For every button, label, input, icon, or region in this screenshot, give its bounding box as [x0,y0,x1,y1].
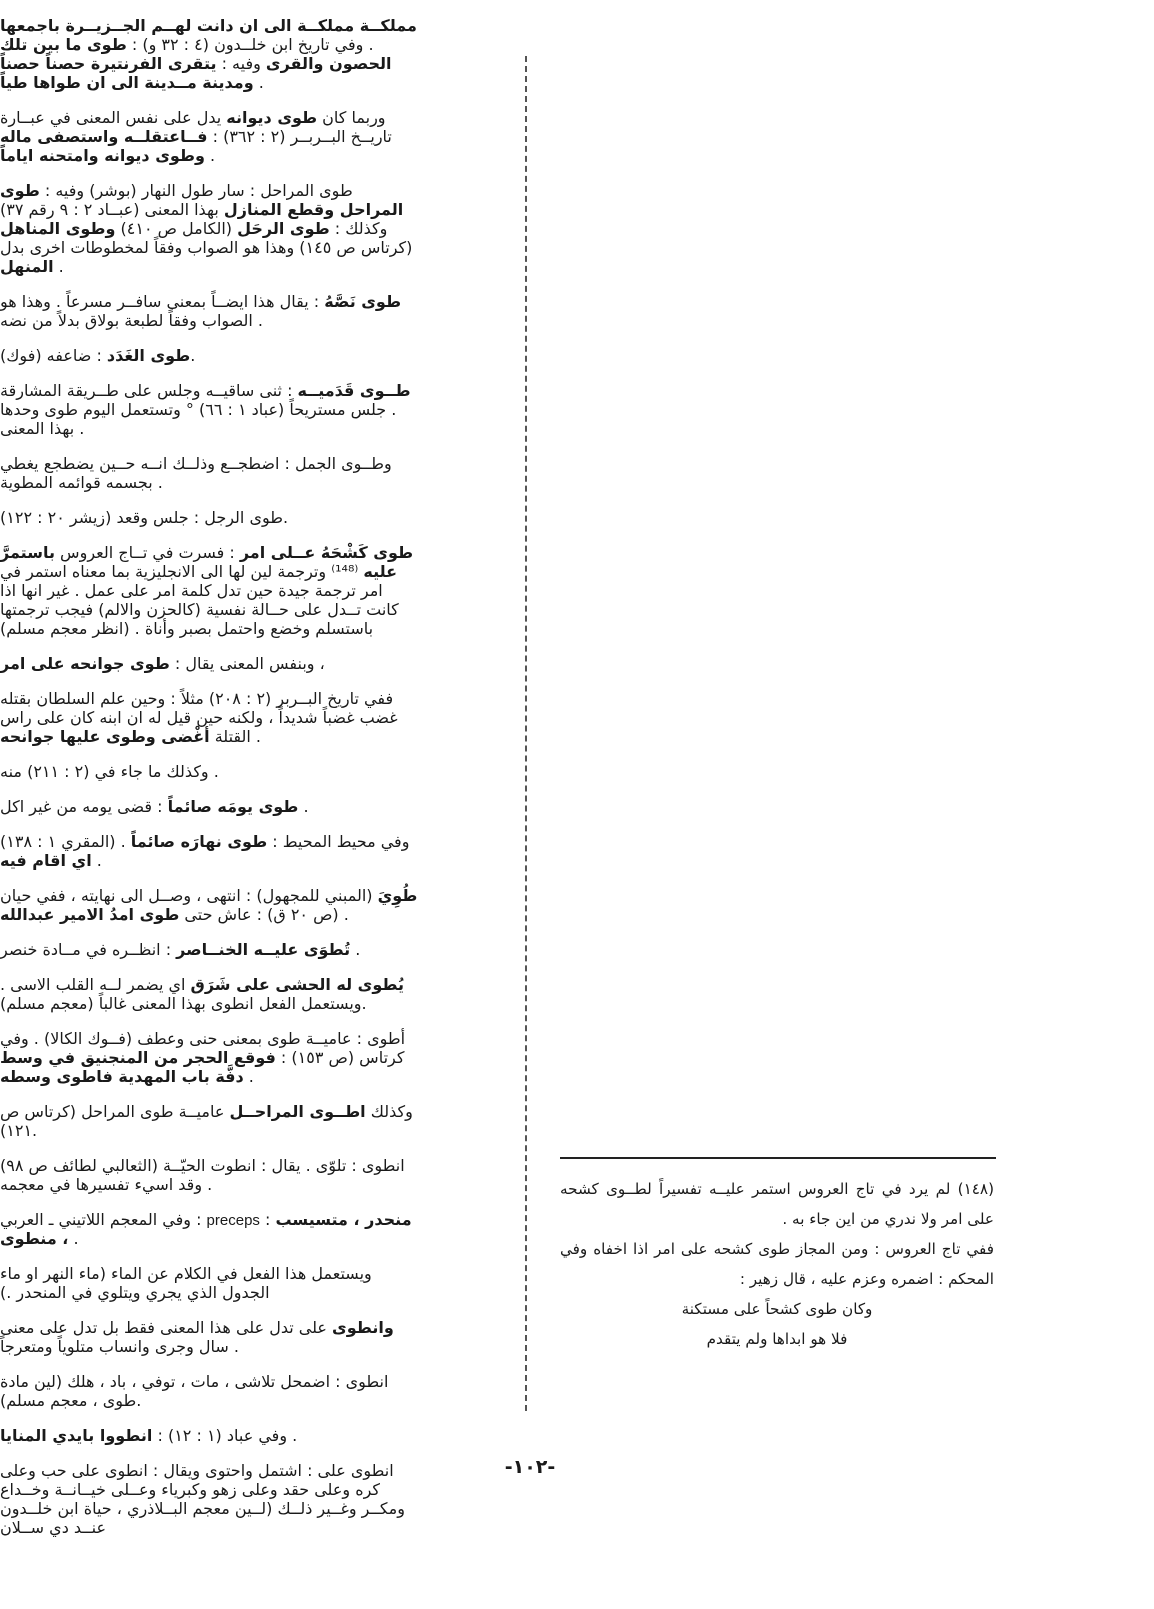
text-run: يدل على نفس المعنى في عبــارة تاريــخ البــربــر (٢ : ٣٦٢) : [0,108,392,146]
bold-phrase: فوقع الحجر من المنجنيق في وسط دفَّة باب المهدية فاطوى وسطه [0,1048,276,1086]
text-run: ، [314,654,325,673]
text-run: على تدل على هذا المعنى فقط بل تدل على معنى سال وجرى وانساب متلوياً ومتعرجاً . [0,1318,333,1356]
paragraph [0,975,420,1013]
footnotes [560,1174,994,1354]
right-column [0,16,420,673]
paragraph [0,16,420,92]
bold-phrase: طوى ما بين تلك الحصون والقرى [0,35,392,73]
text-run: . [338,905,349,924]
bold-phrase: طوى يومَه صائماً [167,797,299,816]
text-run: طوى الرجل : جلس وقعد (زيشر ٢٠ : ١٢٢). [0,508,289,527]
bold-phrase: طوى امدُ الامير عبدالله [0,905,180,924]
footnote-text: (١٤٨) لم يرد في تاج العروس استمر عليــه تفسيراً لطــوى كشحه على امر ولا ندري من اين جاء به . [560,1180,994,1228]
paragraph [0,886,420,924]
text-run: (الكامل ص ٤١٠) [115,219,238,238]
paragraph [0,108,420,165]
text-run: وفي المعجم اللاتيني ـ العربي : [0,1210,207,1229]
paragraph [0,1264,420,1302]
paragraph [0,1156,420,1194]
page-number: -١٠٢- [504,1456,556,1478]
text-run: . [91,851,102,870]
text-run: طوى المراحل : سار طول النهار (بوشر) وفيه : [39,181,353,200]
text-run: . [287,1426,298,1445]
bold-phrase: وانطوى [332,1318,394,1337]
text-run: وفيه : [216,54,266,73]
text-run: انطوى : تلوّى . يقال : انطوت الحيّــة (الثعالبي لطائف ص ٩٨) وقد اسيء تفسيرها في معجمه . [0,1156,405,1194]
paragraph [0,940,420,959]
paragraph [0,797,420,816]
text-run: . [53,257,64,276]
paragraph [0,292,420,330]
text-run: . [68,1229,79,1248]
text-run: بهذا المعنى (عبــاد ٢ : ٩ رقم ٣٧) وكذلك : [0,200,388,238]
bold-phrase: انطووا بايدي المنايا [0,1426,153,1445]
footnote-text: ففي تاج العروس : ومن المجاز طوى كشحه على امر اذا اخفاه وفي المحكم : اضمره وعزم عليه ، قال زهير : [560,1240,994,1288]
bold-phrase: المنهل [0,257,54,276]
paragraph [0,381,420,438]
text-run: عاميــة طوى المراحل (كرتاس ص ١٢١). [0,1102,230,1140]
text-run: : [259,1210,276,1229]
bold-phrase: اطــوى المراحــل [229,1102,366,1121]
paragraph [0,454,420,492]
text-run: انطوى على : اشتمل واحتوى ويقال : انطوى على حب وعلى كره وعلى حقد وعلى زهو وكبرياء وعــلى خيــانــة وخــداع ومكــر وغــير ذلــك (لــين معجم البــلاذري ، حياة ابن خلــدون عنــد دي ســلان [0,1461,405,1537]
text-run: . [204,146,216,165]
text-run: . [250,727,262,746]
bold-phrase: مملكــة مملكــة الى ان دانت لهــم الجــزيــرة باجمعها [0,16,417,35]
paragraph [0,346,420,365]
bold-phrase: تُطوَى عليــه الخنــاصر [176,940,351,959]
text-run: . [253,73,264,92]
text-run: وكذلك [365,1102,413,1121]
paragraph [0,654,420,673]
text-run: وكذلك ما جاء في (٢ : ٢١١) منه . [0,762,219,781]
bold-phrase: فــاعتقلــه واستصفى ماله وطوى ديوانه وامتحنه اياماً [0,127,208,165]
bold-phrase: طوى نَصَّهُ [324,292,402,311]
text-run: : يقال هذا ايضــاً بمعنى سافــر مسرعاً . وهذا هو الصواب وفقاً لطبعة بولاق بدلاً من نضه . [0,292,325,330]
text-run: : قضى يومه من غير اكل . [0,797,309,816]
bold-phrase: طوى جوانحه على امر [0,654,170,673]
poem-verse: وكان طوى كشحاً على مستكنة [681,1300,873,1318]
bold-phrase: أغْضى وطوى عليها جوانحه [0,727,210,746]
paragraph [0,1461,420,1537]
bold-phrase: منحدر ، متسيسب ، منطوى [0,1210,412,1248]
poem-verse: فلا هو ابداها ولم يتقدم [706,1330,848,1348]
paragraph [0,1318,420,1356]
text-run: وربما كان [317,108,386,127]
text-run: ويستعمل هذا الفعل في الكلام عن الماء (ماء النهر او ماء الجدول الذي يجري ويتلوي في المنحدر .) [0,1264,372,1302]
paragraph [0,1426,420,1445]
text-run: . [243,1067,254,1086]
bold-phrase: طوى نهارَه صائماً اي اقام فيه [0,832,268,870]
paragraph [0,689,420,746]
text-run: وطــوى الجمل : اضطجــع وذلــك انــه حــين يضطجع يغطي بجسمه قوائمه المطوية . [0,454,392,492]
paragraph [0,762,420,781]
text-run: اي يضمر لــه القلب الاسى . ويستعمل الفعل انطوى بهذا المعنى غالباً (معجم مسلم). [0,975,367,1013]
left-column [0,689,420,1537]
text-run: وبنفس المعنى يقال : [169,654,315,673]
column-divider [525,56,527,1411]
text-run: : انظــره في مــادة خنصر . [0,940,361,959]
bold-phrase: طوى الغَدَد [106,346,191,365]
latin-term: preceps [206,1212,260,1229]
bold-phrase: طوى الرحَل [237,219,330,238]
text-run: . وفي تاريخ ابن خلــدون (٤ : ٣٢ و) : [126,35,374,54]
bold-phrase: طــوى قَدَميــه [297,381,411,400]
text-run: انطوى : اضمحل تلاشى ، مات ، توفي ، باد ، هلك (لين مادة طوى ، معجم مسلم). [0,1372,389,1410]
paragraph [0,181,420,276]
text-run: : ضاعفه (فوك). [0,346,196,365]
bold-phrase: باستمرَّ عليه [0,543,398,581]
text-run: (كرتاس ص ١٤٥) وهذا هو الصواب وفقاً لمخطوطات اخرى بدل [0,238,413,257]
text-run: (المقري ١ : ١٣٨) . وفي محيط المحيط : [0,832,410,851]
text-run: وفي عباد (١ : ١٢) : [152,1426,288,1445]
bold-phrase: طوى كَشْحَهُ عــلى امر [239,543,414,562]
paragraph [0,1029,420,1086]
text-run: : فسرت في تــاج العروس [54,543,240,562]
text-run: أطوى : عاميــة طوى بمعنى حنى وعطف (فــوك الكالا) . وفي كرتاس (ص ١٥٣) : [0,1029,406,1067]
paragraph [0,1102,420,1140]
text-run: ففي تاريخ البــربر (٢ : ٢٠٨) مثلاً : وحين علم السلطان بقتله غضب غضباً شديداً ، ولكنه حين قيل له ان ابنه كان على راس القتلة [0,689,398,746]
text-run: (المبني للمجهول) : انتهى ، وصــل الى نهايته ، ففي حيان (ص ٢٠ ق) : عاش حتى [0,886,378,924]
footnote-rule [560,1157,996,1159]
paragraph [0,1372,420,1410]
paragraph [0,1210,420,1248]
bold-phrase: وطوى المناهل [0,219,116,238]
bold-phrase: طوى ديوانه [226,108,318,127]
bold-phrase: طُوِيَ [377,886,418,905]
paragraph [0,508,420,527]
bold-phrase: يتقرى الفرنتيرة حصناً حصناً ومدينة مــدينة الى ان طواها طياً [0,54,254,92]
text-run: : ثنى ساقيــه وجلس على طــريقة المشارقة . جلس مستريحاً (عباد ١ : ٦٦) ° وتستعمل اليوم طوى وحدها بهذا المعنى . [0,381,397,438]
bold-phrase: يُطوى له الحشى على شَرَق [190,975,404,994]
text-run: ⁽¹⁴⁸⁾ وترجمة لين لها الى الانجليزية بما معناه استمر في امر ترجمة جيدة حين تدل كلمة امر على عمل . غير انها اذا كانت تــدل على حــالة نفسية (كالحزن والالم) فيجب ترجمتها باستسلم وخضع واحتمل بصبر وأناة . (انظر معجم مسلم) [0,562,399,638]
bold-phrase: طوى المراحل وقطع المنازل [0,181,404,219]
paragraph [0,543,420,638]
paragraph [0,832,420,870]
